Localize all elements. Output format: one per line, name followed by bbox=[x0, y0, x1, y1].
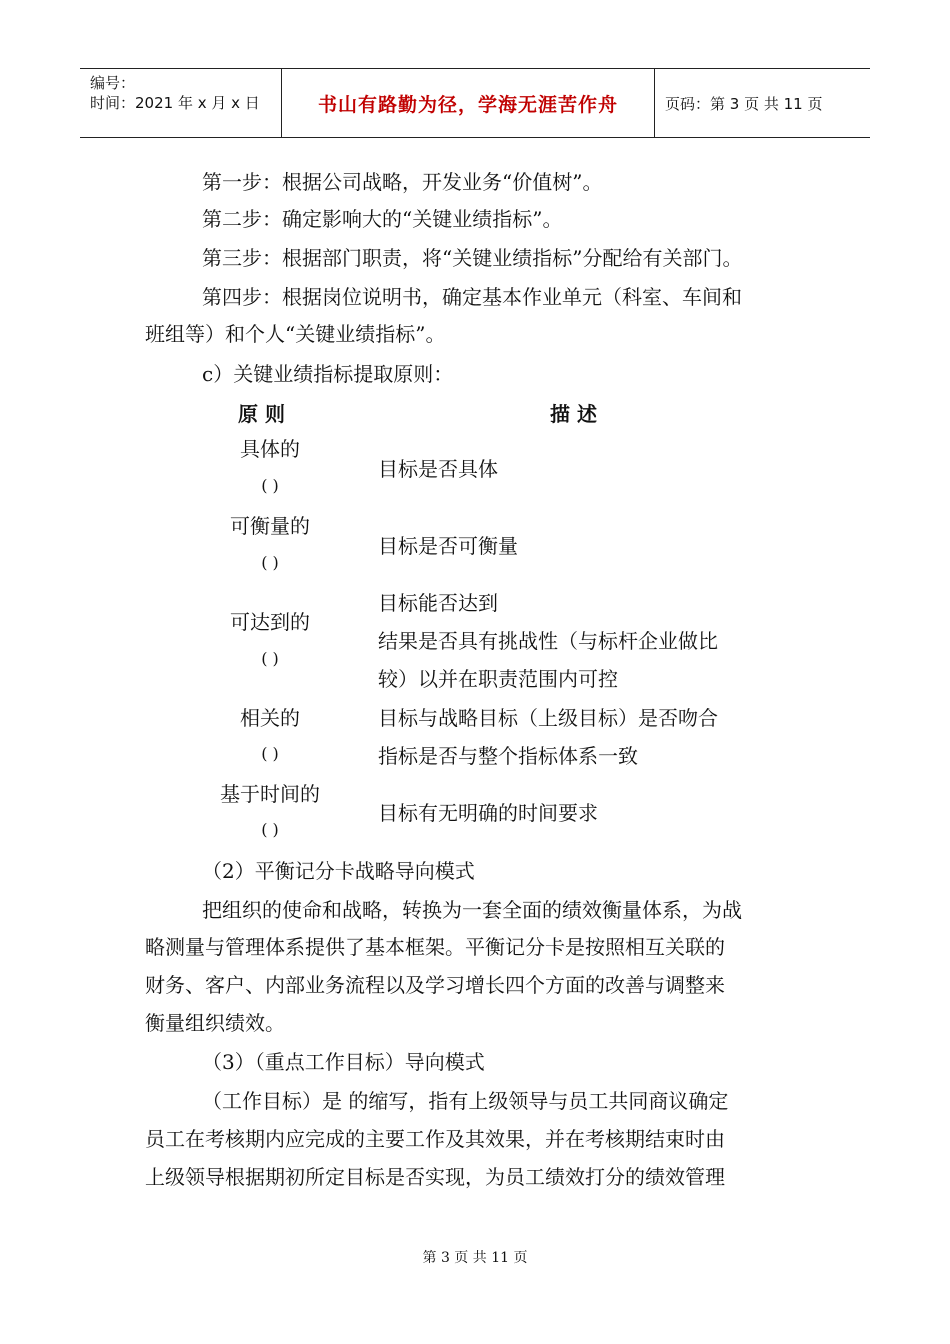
desc-attainable-line-1: 目标能否达到 bbox=[378, 591, 498, 615]
section-2-line-3: 财务、客户、内部业务流程以及学习增长四个方面的改善与调整来 bbox=[145, 973, 725, 997]
section-2-line-4: 衡量组织绩效。 bbox=[145, 1011, 285, 1035]
section-c-heading: c）关键业绩指标提取原则： bbox=[202, 362, 454, 386]
time-label: 时间：2021 年 x 月 x 日 bbox=[90, 94, 260, 112]
principle-specific-paren: ( ) bbox=[261, 476, 279, 495]
principle-specific: 具体的 bbox=[240, 437, 300, 461]
desc-attainable-line-2: 结果是否具有挑战性（与标杆企业做比 bbox=[378, 629, 718, 653]
section-2-title: （2）平衡记分卡战略导向模式 bbox=[202, 859, 475, 883]
step-1: 第一步：根据公司战略，开发业务“价值树”。 bbox=[202, 170, 603, 194]
section-3-line-3: 上级领导根据期初所定目标是否实现，为员工绩效打分的绩效管理 bbox=[145, 1165, 725, 1189]
desc-relevant-line-1: 目标与战略目标（上级目标）是否吻合 bbox=[378, 706, 718, 730]
header-meta bbox=[80, 69, 282, 137]
desc-time-bound: 目标有无明确的时间要求 bbox=[378, 801, 598, 825]
desc-measurable: 目标是否可衡量 bbox=[378, 534, 518, 558]
table-header-principle: 原 则 bbox=[238, 402, 285, 426]
table-header-description: 描 述 bbox=[550, 402, 597, 426]
principle-attainable-paren: ( ) bbox=[261, 649, 279, 668]
principle-measurable-paren: ( ) bbox=[261, 553, 279, 572]
section-3-title: （3）（重点工作目标）导向模式 bbox=[202, 1050, 485, 1074]
step-4-line-1: 第四步：根据岗位说明书，确定基本作业单元（科室、车间和 bbox=[202, 285, 742, 309]
section-2-line-2: 略测量与管理体系提供了基本框架。平衡记分卡是按照相互关联的 bbox=[145, 935, 725, 959]
desc-specific: 目标是否具体 bbox=[378, 457, 498, 481]
page-footer: 第 3 页 共 11 页 bbox=[422, 1250, 528, 1266]
section-2-line-1: 把组织的使命和战略，转换为一套全面的绩效衡量体系，为战 bbox=[202, 898, 742, 922]
desc-relevant-line-2: 指标是否与整个指标体系一致 bbox=[378, 744, 638, 768]
desc-attainable-line-3: 较）以并在职责范围内可控 bbox=[378, 667, 618, 691]
header-motto: 书山有路勤为径，学海无涯苦作舟 bbox=[317, 93, 618, 116]
principle-relevant-paren: ( ) bbox=[261, 744, 279, 763]
header-page-info bbox=[655, 69, 870, 137]
number-label: 编号： bbox=[90, 74, 136, 92]
principle-time-bound: 基于时间的 bbox=[220, 782, 320, 806]
principle-time-bound-paren: ( ) bbox=[261, 820, 279, 839]
section-3-line-1: （工作目标）是 的缩写，指有上级领导与员工共同商议确定 bbox=[202, 1089, 729, 1113]
principle-relevant: 相关的 bbox=[240, 706, 300, 730]
header-motto-cell bbox=[282, 69, 655, 137]
page-info-text: 页码：第 3 页 共 11 页 bbox=[665, 94, 823, 113]
page-header bbox=[80, 68, 870, 138]
section-3-line-2: 员工在考核期内应完成的主要工作及其效果，并在考核期结束时由 bbox=[145, 1127, 725, 1151]
step-2: 第二步：确定影响大的“关键业绩指标”。 bbox=[202, 207, 563, 231]
step-3: 第三步：根据部门职责，将“关键业绩指标”分配给有关部门。 bbox=[202, 246, 743, 270]
principle-attainable: 可达到的 bbox=[230, 610, 310, 634]
step-4-line-2: 班组等）和个人“关键业绩指标”。 bbox=[145, 322, 446, 346]
principle-measurable: 可衡量的 bbox=[230, 514, 310, 538]
